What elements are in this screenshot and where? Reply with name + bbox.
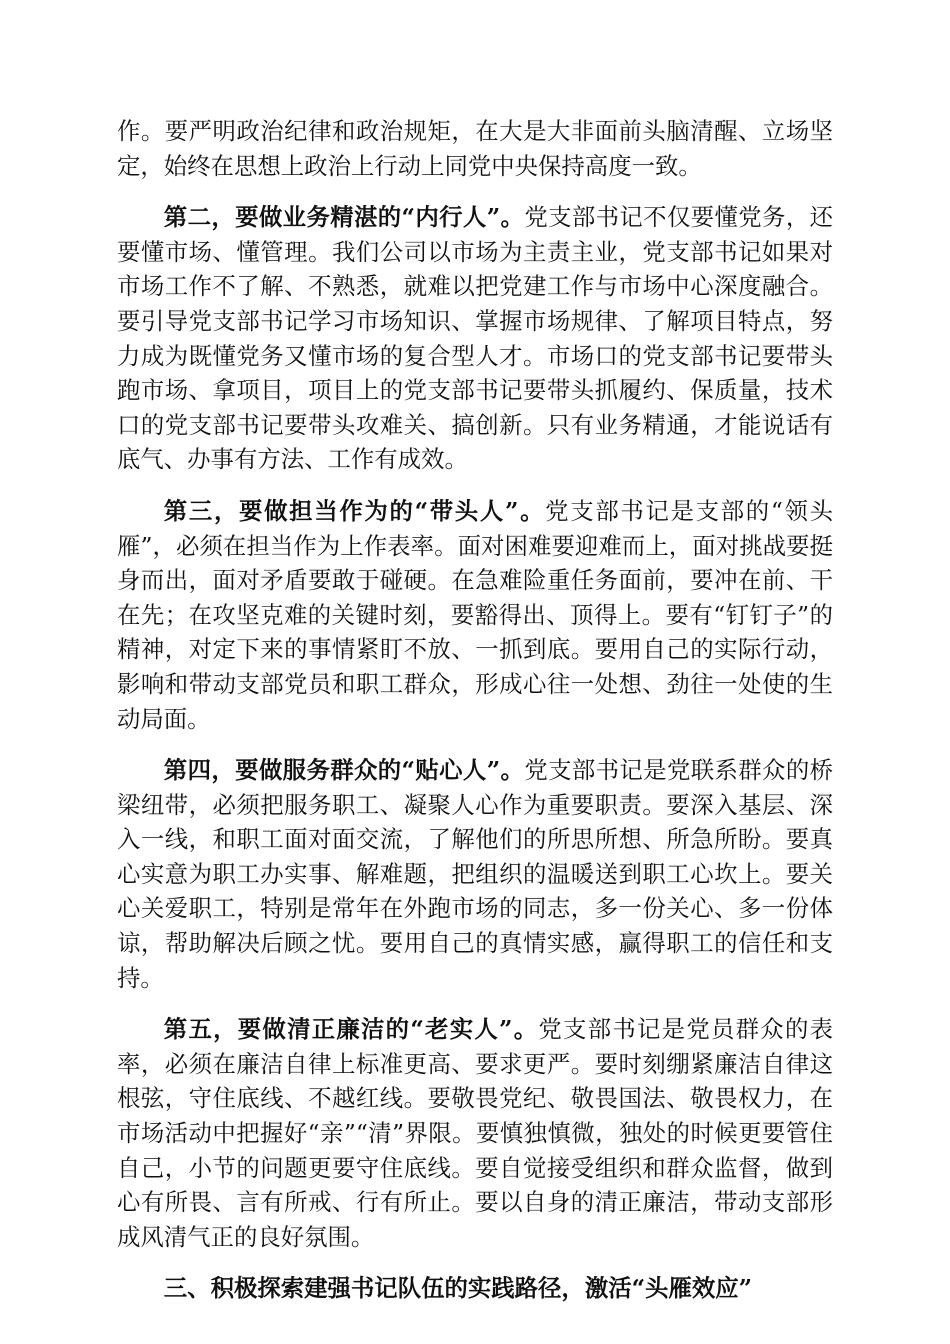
paragraph-third	[117, 494, 833, 736]
paragraph-second	[117, 200, 833, 477]
paragraph-body: 作。要严明政治纪律和政治规矩，在大是大非面前头脑清醒、立场坚定，始终在思想上政治上行动上同党中央保持高度一致。	[117, 117, 833, 180]
paragraph-body: 党支部书记是党联系群众的桥梁纽带，必须把服务职工、凝聚人心作为重要职责。要深入基层、深入一线，和职工面对面交流，了解他们的所思所想、所急所盼。要真心实意为职工办实事、解难题，把组织的温暖送到职工心坎上。要关心关爱职工，特别是常年在外跑市场的同志，多一份关心、多一份体谅，帮助解决后顾之忧。要用自己的真情实感，赢得职工的信任和支持。	[117, 756, 833, 992]
paragraph-lead: 第四，要做服务群众的“贴心人”。	[163, 756, 525, 785]
paragraph-lead: 第五，要做清正廉洁的“老实人”。	[163, 1015, 539, 1044]
paragraph-body: 党支部书记不仅要懂党务，还要懂市场、懂管理。我们公司以市场为主责主业，党支部书记如果对市场工作不了解、不熟悉，就难以把党建工作与市场中心深度融合。要引导党支部书记学习市场知识、掌握市场规律、了解项目特点，努力成为既懂党务又懂市场的复合型人才。市场口的党支部书记要带头跑市场、拿项目，项目上的党支部书记要带头抓履约、保质量，技术口的党支部书记要带头攻难关、搞创新。只有业务精通，才能说话有底气、办事有方法、工作有成效。	[117, 203, 833, 474]
document-page	[117, 114, 833, 1306]
paragraph-fifth	[117, 1012, 833, 1254]
paragraph-fourth	[117, 753, 833, 995]
section-heading: 三、积极探索建强书记队伍的实践路径，激活“头雁效应”	[163, 1274, 753, 1303]
paragraph-body: 党支部书记是党员群众的表率，必须在廉洁自律上标准更高、要求更严。要时刻绷紧廉洁自律这根弦，守住底线、不越红线。要敬畏党纪、敬畏国法、敬畏权力，在市场活动中把握好“亲”“清”界限。要慎独慎微，独处的时候更要管住自己，小节的问题更要守住底线。要自觉接受组织和群众监督，做到心有所畏、言有所戒、行有所止。要以自身的清正廉洁，带动支部形成风清气正的良好氛围。	[117, 1015, 833, 1251]
paragraph-lead: 第三，要做担当作为的“带头人”。	[163, 496, 546, 525]
paragraph-body: 党支部书记是支部的“领头雁”，必须在担当作为上作表率。面对困难要迎难而上，面对挑战要挺身而出，面对矛盾要敢于碰硬。在急难险重任务面前，要冲在前、干在先；在攻坚克难的关键时刻，要豁得出、顶得上。要有“钉钉子”的精神，对定下来的事情紧盯不放、一抓到底。要用自己的实际行动，影响和带动支部党员和职工群众，形成心往一处想、劲往一处使的生动局面。	[117, 496, 833, 733]
paragraph-continued	[117, 114, 833, 183]
paragraph-lead: 第二，要做业务精湛的“内行人”。	[163, 203, 525, 232]
